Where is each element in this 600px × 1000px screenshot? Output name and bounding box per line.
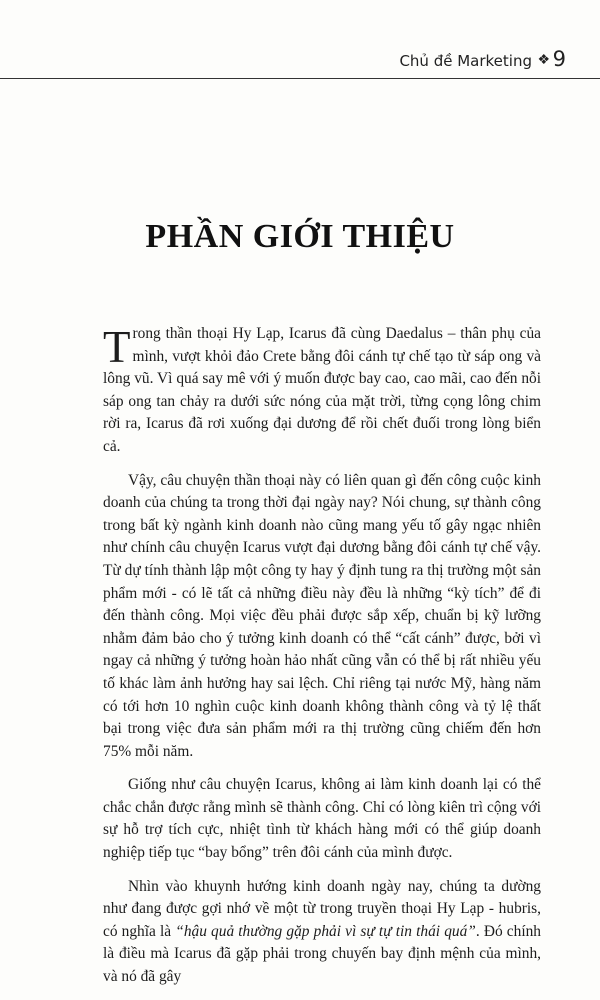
running-header: [0, 47, 600, 76]
paragraph-3: Giống như câu chuyện Icarus, không ai làm kinh doanh lại có thể chắc chắn được rằng mình sẽ thành công. Chỉ có lòng kiên trì cộng với sự hỗ trợ tích cực, nhiệt tình từ khách hàng mới có thể giúp doanh nghiệp tiếp tục “bay bổng” trên đôi cánh của mình được.: [103, 776, 541, 862]
paragraph-4-text-b: . Đó chính là điều mà Icarus đã gặp phải trong chuyến bay định mệnh của mình, và nó đã gây: [103, 922, 541, 986]
paragraph-1: [103, 323, 541, 459]
diamond-ornament-icon: ❖: [537, 52, 550, 68]
paragraph-2: Vậy, câu chuyện thần thoại này có liên quan gì đến công cuộc kinh doanh của chúng ta trong thời đại ngày nay? Nói chung, sự thành công trong bất kỳ ngành kinh doanh nào cũng mang yếu tố gây ngạc nhiên như chính câu chuyện Icarus vượt đại dương bằng đôi cánh tự chế vậy. Từ dự tính thành lập một công ty hay ý định tung ra thị trường một sản phẩm mới - có lẽ tất cả những điều này đều là những “kỳ tích” để đi đến thành công. Mọi việc đều phải được sắp xếp, chuẩn bị kỹ lưỡng nhằm đảm bảo cho ý tưởng kinh doanh có thể “cất cánh” được, bởi vì ngay cả những ý tưởng hoàn hảo nhất cũng vẫn có thể bị rất nhiều yếu tố khác làm ảnh hưởng hay sai lệch. Chỉ riêng tại nước Mỹ, hàng năm có tới hơn 10 nghìn cuộc kinh doanh không thành công và tỷ lệ thất bại trong việc đưa sản phẩm mới ra thị trường cũng chiếm đến hơn 75% mỗi năm.: [103, 471, 541, 760]
hubris-definition: “hậu quả thường gặp phải vì sự tự tin thái quá”: [175, 922, 476, 940]
body-text: [103, 323, 541, 1000]
page-number: 9: [552, 47, 566, 71]
chapter-title: PHẦN GIỚI THIỆU: [145, 218, 455, 255]
drop-cap: T: [103, 322, 131, 372]
section-title: Chủ đề Marketing: [399, 52, 532, 70]
paragraph-1-text: rong thần thoại Hy Lạp, Icarus đã cùng Daedalus – thân phụ của mình, vượt khỏi đảo Crete bằng đôi cánh tự chế tạo từ sáp ong và lông vũ. Vì quá say mê với ý muốn được bay cao, cao mãi, cao đến nỗi sáp ong tan chảy ra dưới sức nóng của mặt trời, từng cọng lông chim rời ra, Icarus đã rơi xuống đại dương để rồi chết đuối trong lòng biển cả.: [103, 325, 541, 455]
paragraph-4: [103, 876, 541, 989]
paragraph-4-text-a: Nhìn vào khuynh hướng kinh doanh ngày nay, chúng ta dường như đang được gợi nhớ về một từ trong truyền thoại Hy Lạp - hubris, có nghĩa là: [103, 877, 541, 940]
header-rule: [0, 78, 600, 79]
